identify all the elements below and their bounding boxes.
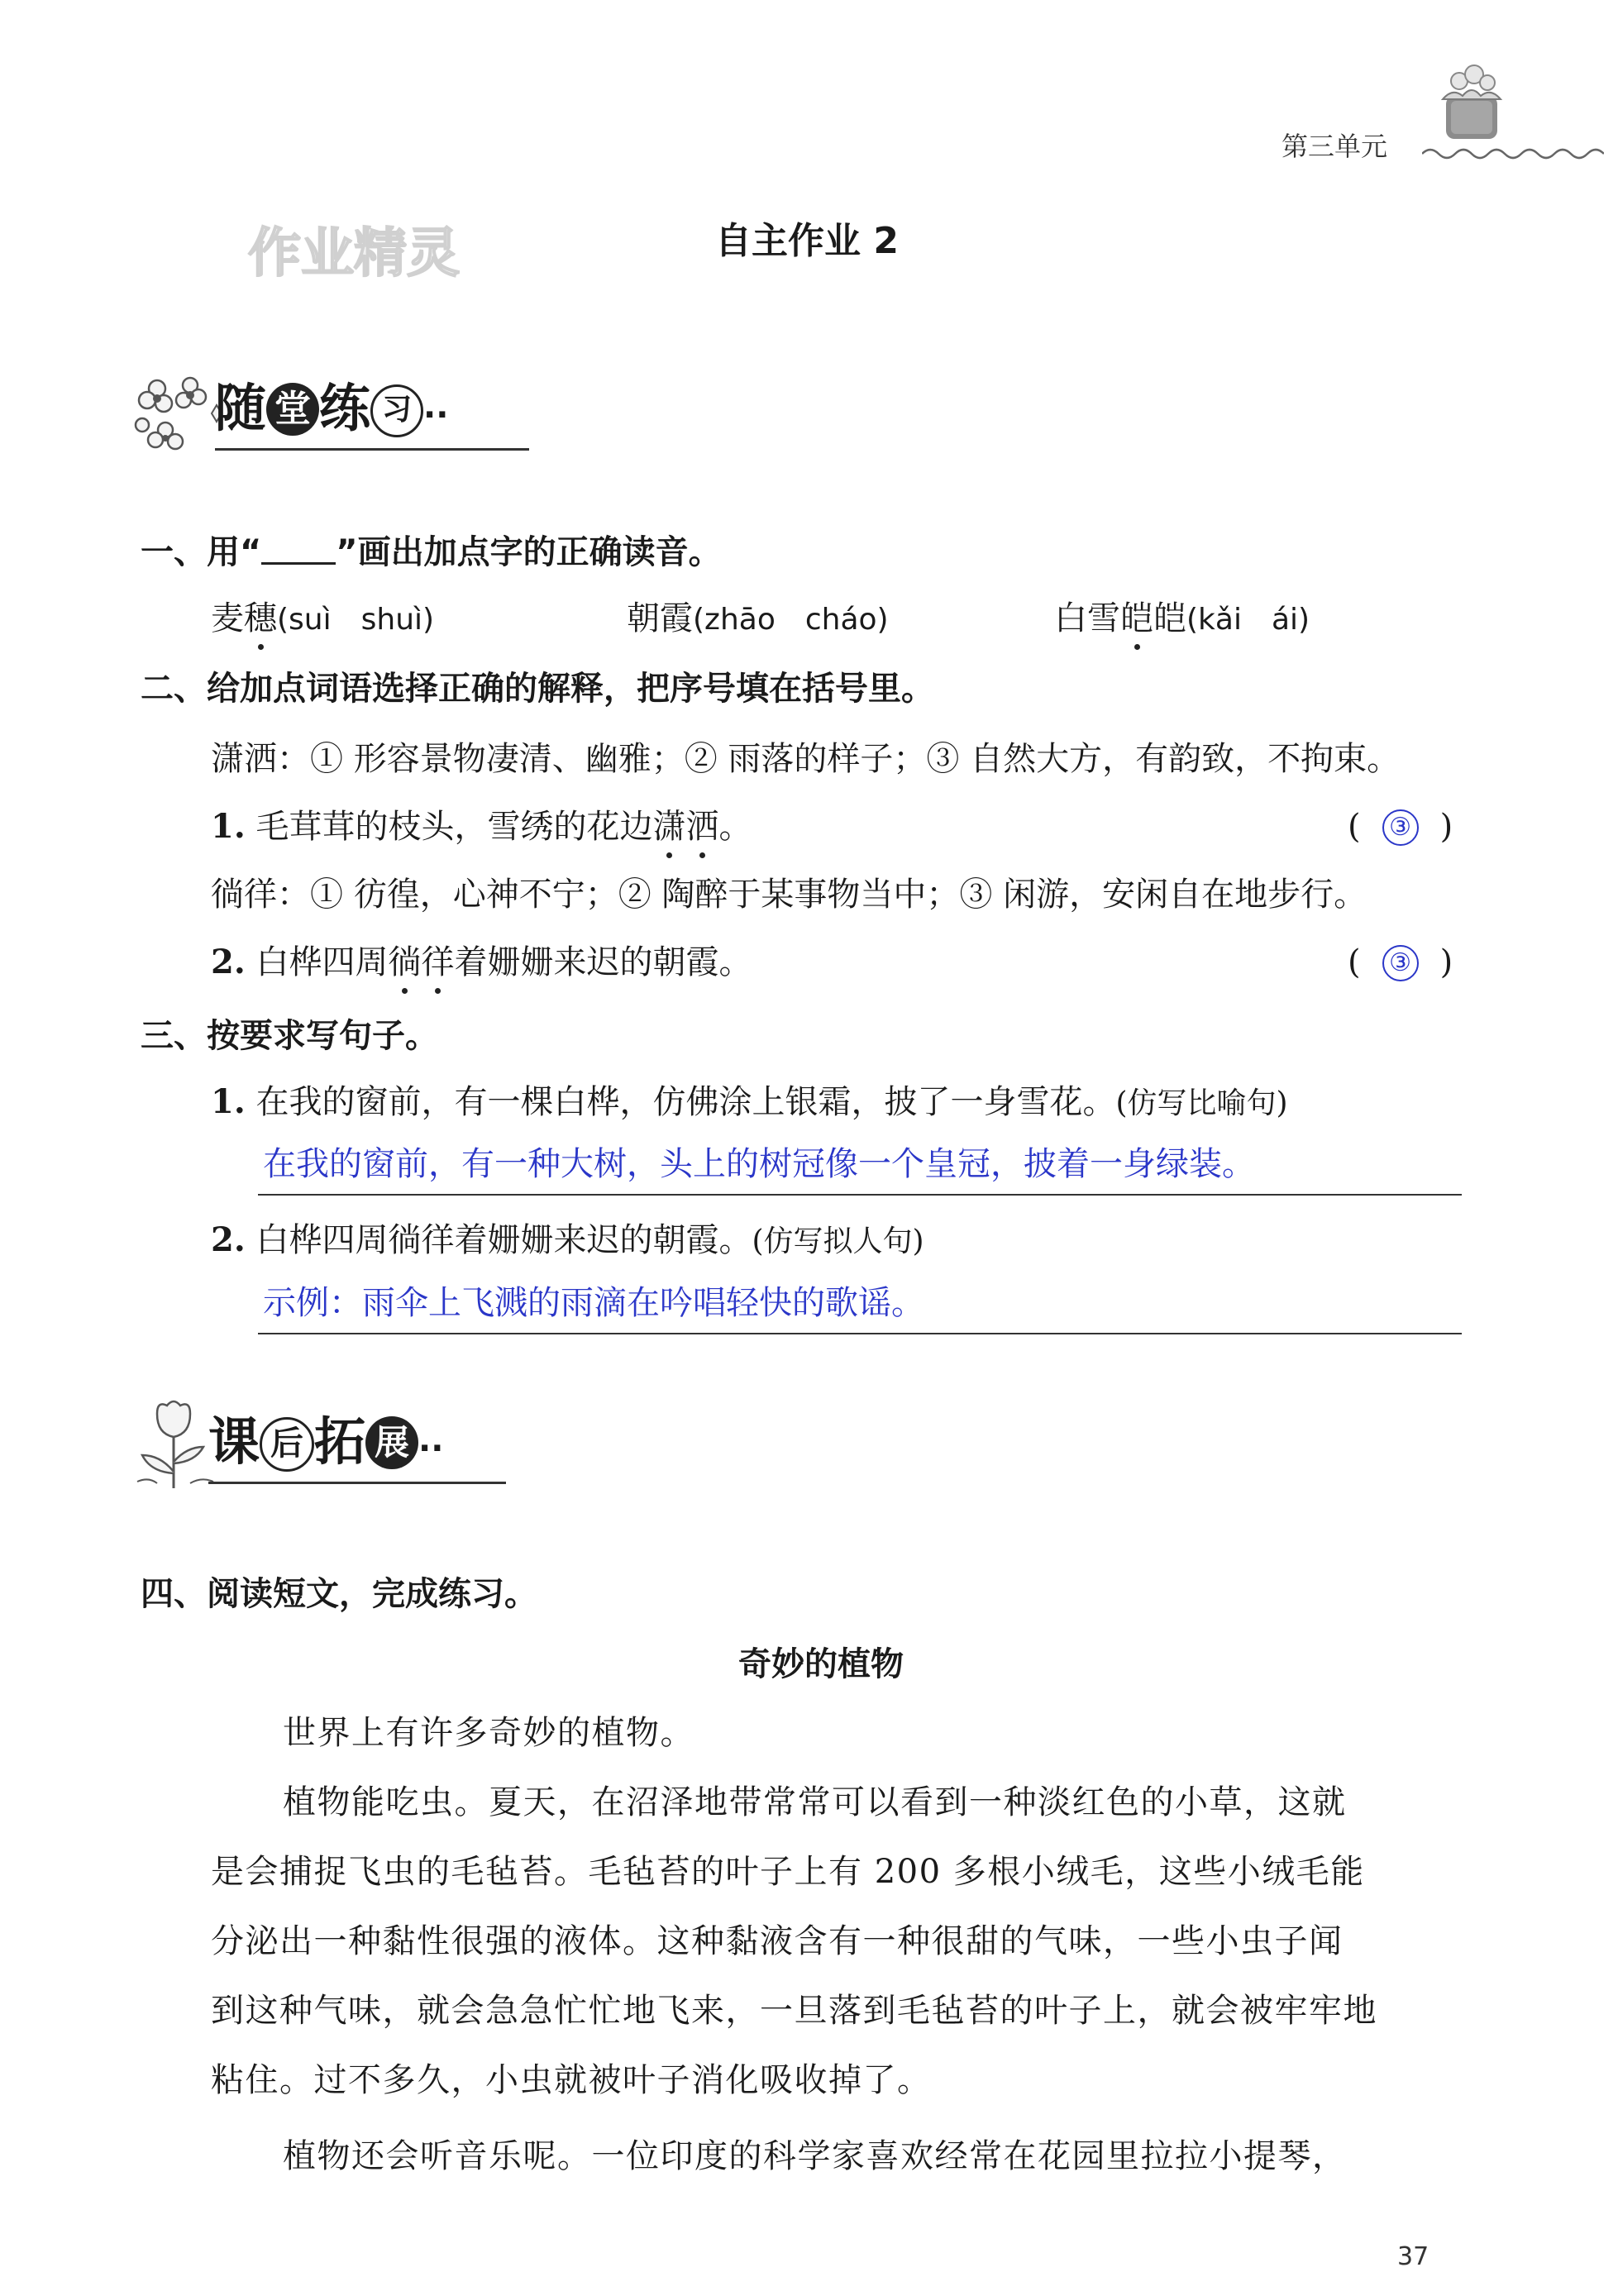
underline-sample bbox=[261, 534, 336, 565]
page-header bbox=[1224, 107, 1604, 174]
q2-definition: 潇洒：① 形容景物凄清、幽雅；② 雨落的样子；③ 自然大方，有韵致，不拘束。 bbox=[211, 740, 1401, 778]
answer-line bbox=[258, 1333, 1462, 1334]
passage-line: 到这种气味，就会急急忙忙地飞来，一旦落到毛毡苔的叶子上，就会被牢牢地 bbox=[211, 1992, 1377, 2030]
q3-answer[interactable]: 在我的窗前，有一种大树，头上的树冠像一个皇冠，披着一身绿装。 bbox=[263, 1145, 1255, 1183]
practice-banner-title bbox=[215, 375, 448, 448]
banner-char-badge: 展 bbox=[365, 1416, 418, 1469]
dotted-char: 皑 bbox=[1120, 595, 1153, 642]
pinyin-choices: (zhāo cháo) bbox=[693, 603, 889, 637]
extend-banner-title bbox=[208, 1409, 443, 1482]
dotted-char: 徜 bbox=[388, 939, 421, 986]
q2-sentence: 2. 白桦四周徜徉着姗姗来迟的朝霞。 bbox=[211, 939, 752, 986]
q3-item: 1. 在我的窗前，有一棵白桦，仿佛涂上银霜，披了一身雪花。(仿写比喻句) bbox=[211, 1082, 1288, 1121]
banner-char-badge: 习 bbox=[370, 384, 423, 437]
cake-icon bbox=[1434, 60, 1509, 142]
answer-box[interactable]: ( ③ ) bbox=[1348, 808, 1453, 846]
passage-line: 分泌出一种黏性很强的液体。这种黏液含有一种很甜的气味，一些小虫子闻 bbox=[211, 1922, 1344, 1960]
unit-label: 第三单元 bbox=[1282, 131, 1388, 162]
q3-hint: (仿写比喻句) bbox=[1115, 1086, 1288, 1120]
banner-char: 课 bbox=[208, 1411, 260, 1472]
passage-line: 世界上有许多奇妙的植物。 bbox=[283, 1714, 694, 1752]
watermark: 作业精灵 bbox=[248, 223, 460, 284]
q1-item: 麦穗(suì shuì) bbox=[211, 595, 434, 643]
q3-hint: (仿写拟人句) bbox=[752, 1224, 924, 1258]
answer-box[interactable]: ( ③ ) bbox=[1348, 943, 1453, 981]
wavy-divider bbox=[1422, 146, 1604, 162]
q2-definition: 徜徉：① 彷徨，心神不宁；② 陶醉于某事物当中；③ 闲游，安闲自在地步行。 bbox=[211, 876, 1367, 914]
page-title: 自主作业 2 bbox=[715, 220, 899, 262]
banner-char-badge: 堂 bbox=[266, 383, 319, 436]
dotted-char: 徉 bbox=[421, 939, 454, 986]
q2-sentence: 1. 毛茸茸的枝头，雪绣的花边潇洒。 bbox=[211, 804, 752, 850]
answer-line bbox=[258, 1194, 1462, 1196]
passage-line: 植物还会听音乐呢。一位印度的科学家喜欢经常在花园里拉拉小提琴， bbox=[283, 2137, 1347, 2175]
pinyin-choices: (suì shuì) bbox=[277, 603, 435, 637]
q3-prompt: 三、按要求写句子。 bbox=[141, 1017, 438, 1055]
q2-prompt: 二、给加点词语选择正确的解释，把序号填在括号里。 bbox=[141, 670, 934, 708]
banner-char: 随 bbox=[215, 378, 267, 438]
q3-answer[interactable]: 示例：雨伞上飞溅的雨滴在吟唱轻快的歌谣。 bbox=[263, 1284, 924, 1322]
banner-char: 拓 bbox=[314, 1411, 366, 1472]
banner-char-badge: 后 bbox=[260, 1417, 314, 1472]
passage-title: 奇妙的植物 bbox=[738, 1645, 904, 1683]
answer-choice: ③ bbox=[1382, 945, 1419, 981]
dotted-char: 潇 bbox=[652, 804, 685, 850]
banner-dots: ·· bbox=[423, 396, 449, 434]
practice-banner bbox=[132, 356, 546, 488]
answer-choice: ③ bbox=[1382, 809, 1419, 846]
passage-line: 是会捕捉飞虫的毛毡苔。毛毡苔的叶子上有 200 多根小绒毛，这些小绒毛能 bbox=[211, 1853, 1365, 1891]
passage-line: 粘住。过不多久，小虫就被叶子消化吸收掉了。 bbox=[211, 2061, 932, 2099]
dotted-char: 穗 bbox=[244, 595, 277, 642]
q1-item: 朝霞(zhāo cháo) bbox=[627, 599, 889, 637]
banner-underline bbox=[208, 1482, 506, 1484]
q4-prompt: 四、阅读短文，完成练习。 bbox=[141, 1575, 537, 1613]
q1-item: 白雪皑皑(kǎi ái) bbox=[1054, 595, 1310, 643]
page-number: 37 bbox=[1397, 2242, 1429, 2271]
banner-char: 练 bbox=[319, 378, 371, 438]
pinyin-choices: (kǎi ái) bbox=[1186, 603, 1310, 637]
banner-dots: ·· bbox=[418, 1430, 444, 1468]
passage-line: 植物能吃虫。夏天，在沼泽地带常常可以看到一种淡红色的小草，这就 bbox=[283, 1783, 1347, 1821]
q1-prompt: 一、用“ ”画出加点字的正确读音。 bbox=[141, 533, 722, 571]
banner-underline bbox=[215, 448, 529, 451]
dotted-char: 洒 bbox=[685, 804, 718, 850]
extend-banner bbox=[132, 1389, 546, 1521]
q3-item: 2. 白桦四周徜徉着姗姗来迟的朝霞。(仿写拟人句) bbox=[211, 1220, 924, 1259]
